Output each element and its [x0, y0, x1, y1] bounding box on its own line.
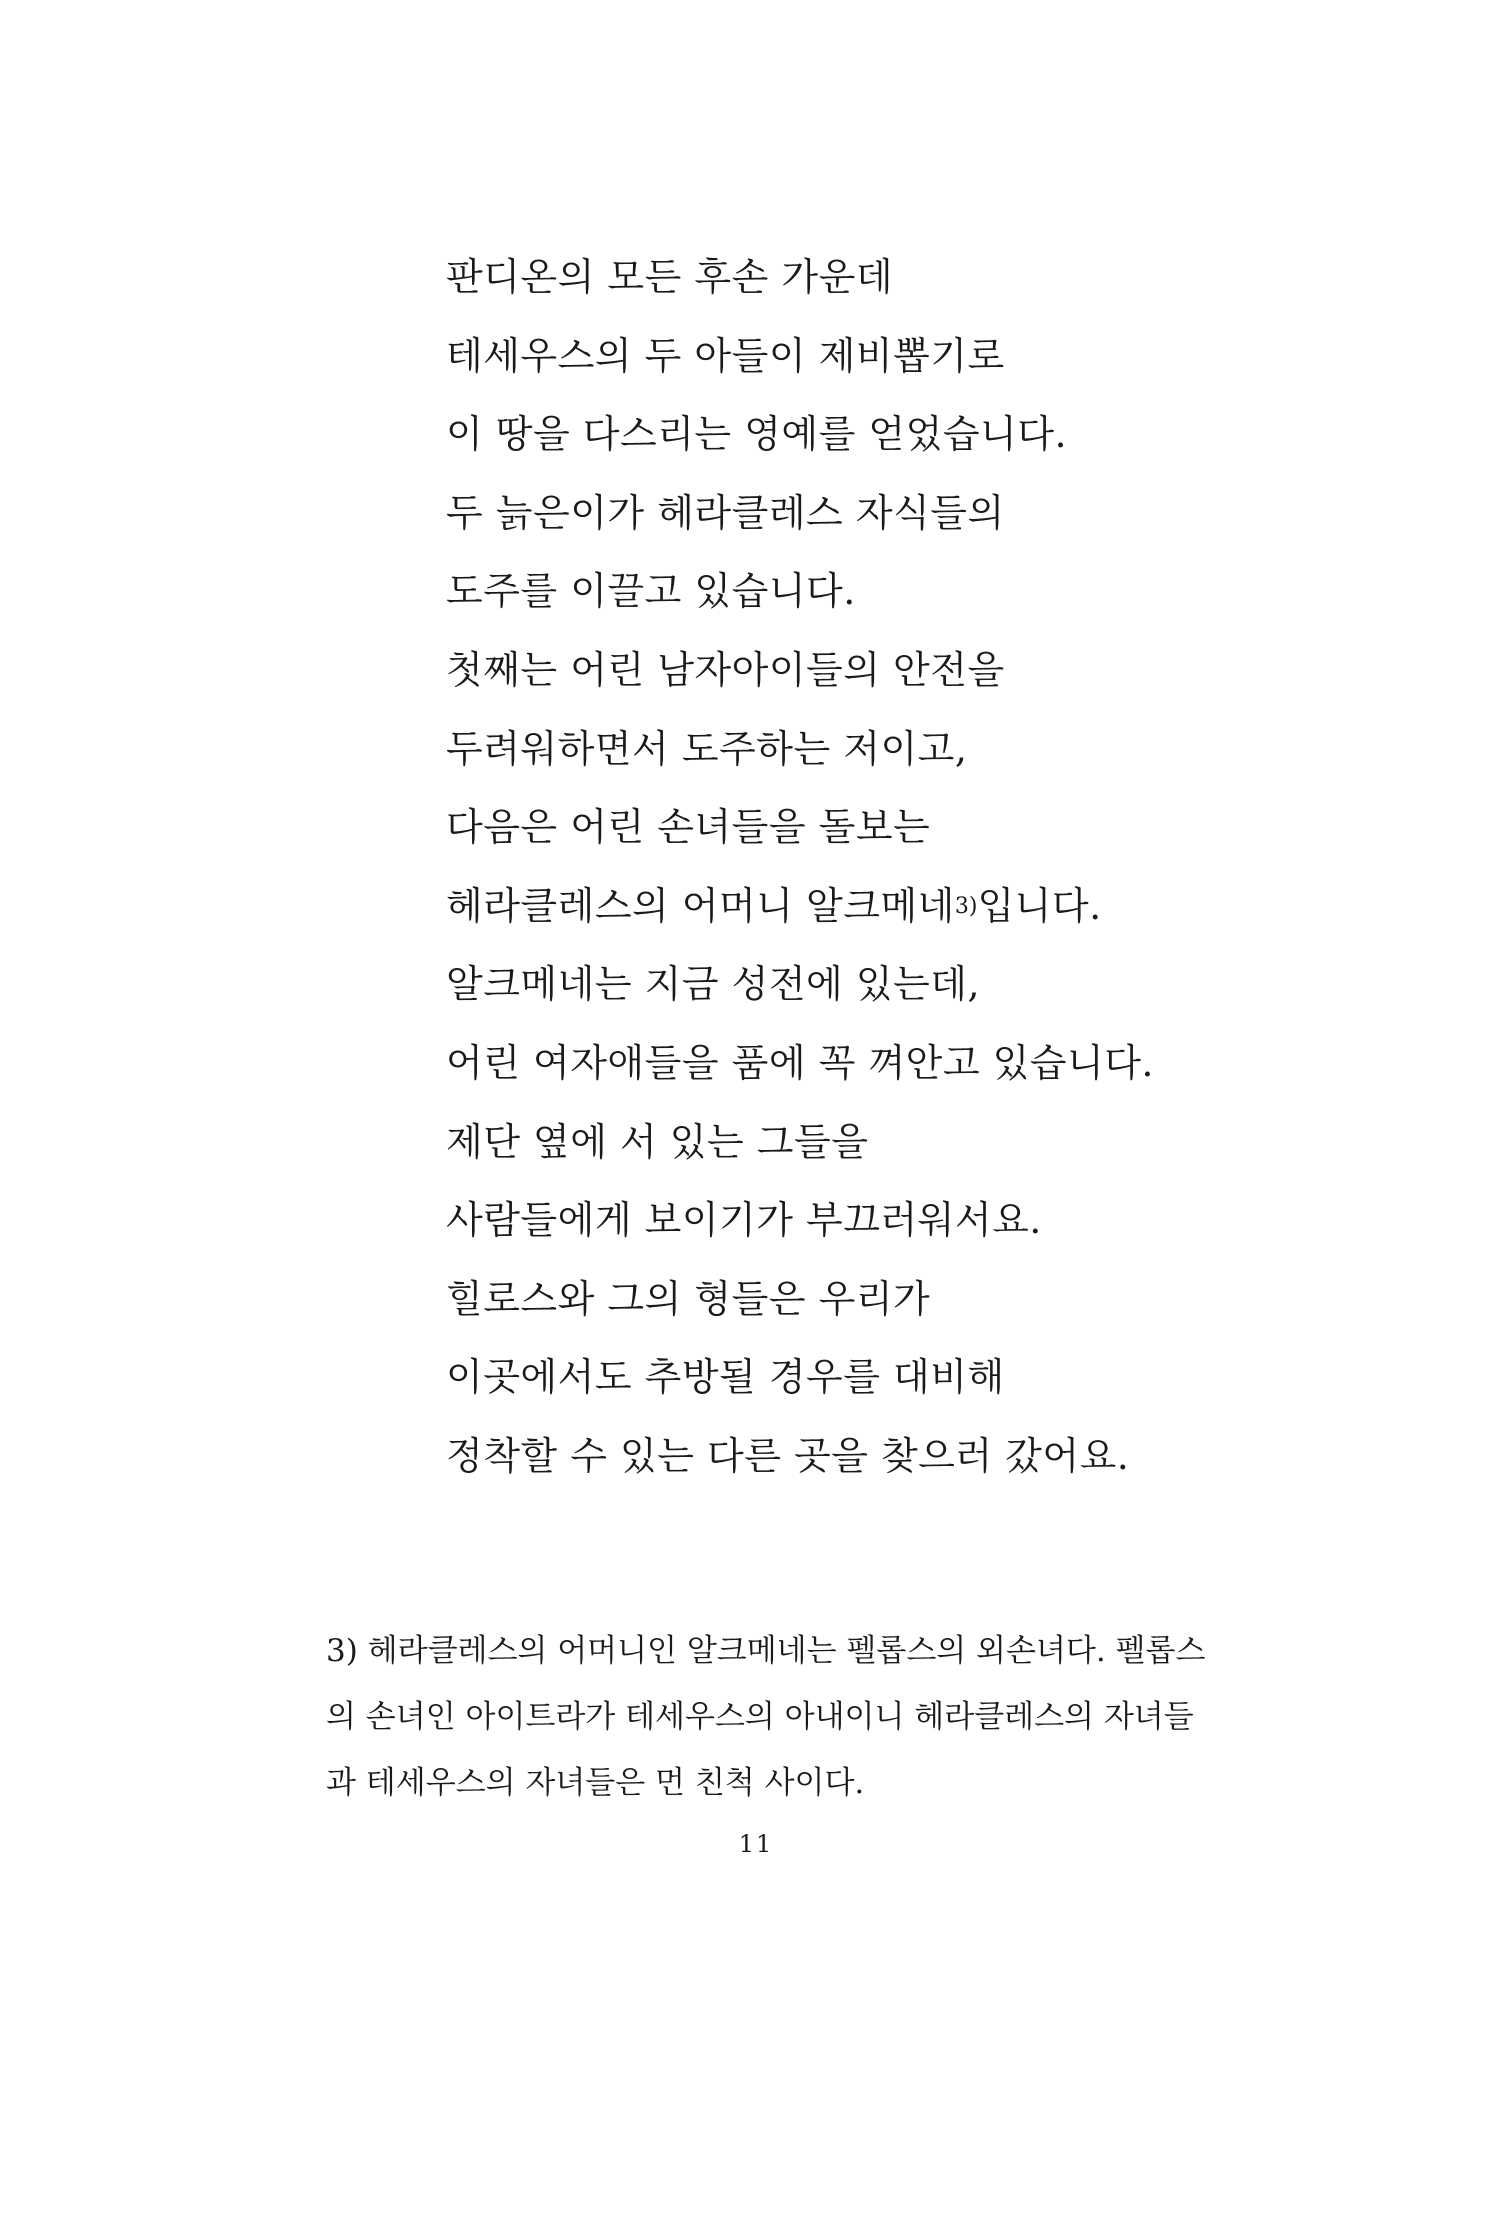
- poem-line: 두 늙은이가 헤라클레스 자식들의: [446, 490, 1005, 535]
- poem-line: 도주를 이끌고 있습니다.: [446, 569, 856, 614]
- poem-line: 이곳에서도 추방될 경우를 대비해: [446, 1355, 1005, 1400]
- poem-line: 이 땅을 다스리는 영예를 얻었습니다.: [446, 412, 1068, 457]
- poem-line: 사람들에게 보이기가 부끄러워서요.: [446, 1198, 1042, 1243]
- poem-line: 다음은 어린 손녀들을 돌보는: [446, 805, 931, 850]
- footnote: [326, 1618, 1246, 1816]
- poem-line: 테세우스의 두 아들이 제비뽑기로: [446, 333, 1005, 378]
- page-number: 11: [738, 1830, 774, 1858]
- footnote-line: 의 손녀인 아이트라가 테세우스의 아내이니 헤라클레스의 자녀들: [326, 1699, 1194, 1735]
- poem-body: [446, 238, 1346, 1496]
- footnote-reference[interactable]: 3): [954, 893, 978, 919]
- footnote-line: 3) 헤라클레스의 어머니인 알크메네는 펠롭스의 외손녀다. 펠롭스: [326, 1633, 1206, 1669]
- poem-line: 판디온의 모든 후손 가운데: [446, 255, 894, 299]
- poem-line: 제단 옆에 서 있는 그들을: [446, 1119, 869, 1164]
- poem-line: 정착할 수 있는 다른 곳을 찾으러 갔어요.: [446, 1433, 1130, 1478]
- poem-line-text: 헤라클레스의 어머니 알크메네: [446, 883, 955, 928]
- poem-line-with-footnote: [446, 867, 1346, 946]
- poem-line-tail: 입니다.: [977, 883, 1102, 928]
- poem-line: 알크메네는 지금 성전에 있는데,: [446, 962, 981, 1007]
- poem-line: 힐로스와 그의 형들은 우리가: [446, 1276, 931, 1321]
- poem-line: 두려워하면서 도주하는 저이고,: [446, 726, 968, 771]
- footnote-line: 과 테세우스의 자녀들은 먼 친척 사이다.: [326, 1765, 865, 1801]
- poem-line: 첫째는 어린 남자아이들의 안전을: [446, 647, 1005, 692]
- poem-line: 어린 여자애들을 품에 꼭 껴안고 있습니다.: [446, 1040, 1155, 1085]
